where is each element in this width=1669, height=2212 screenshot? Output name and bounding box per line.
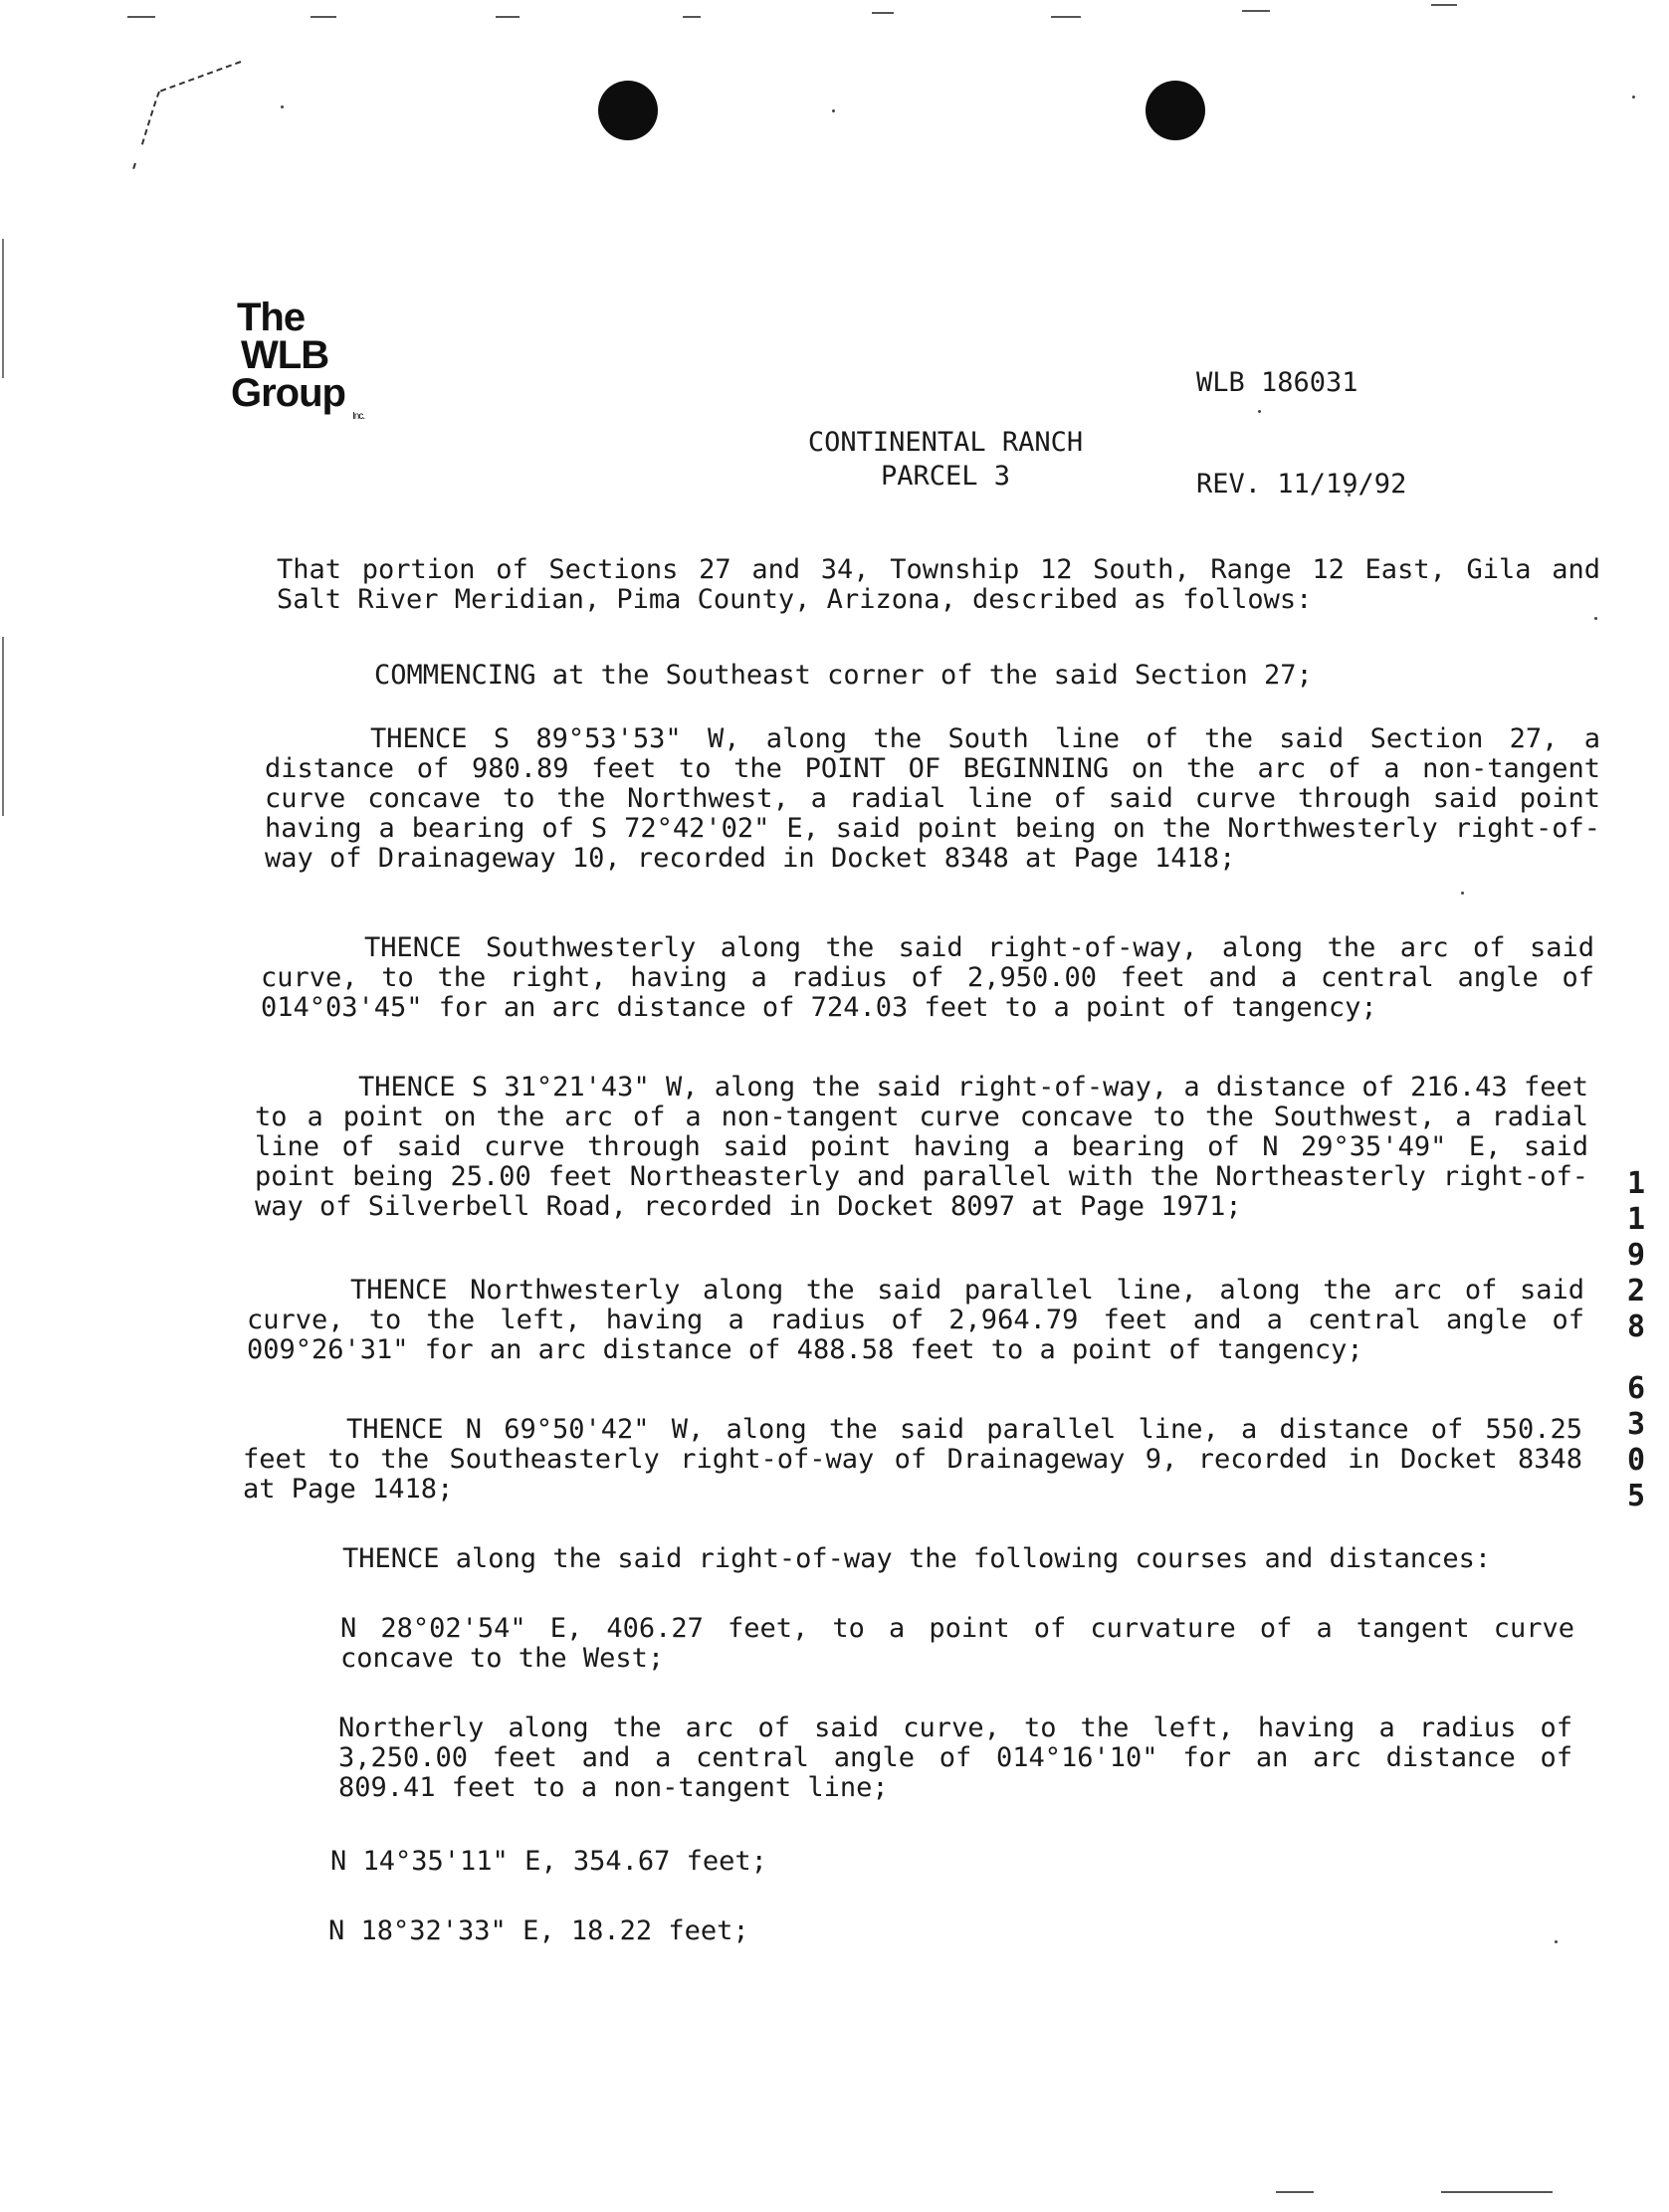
scan-mark: [1441, 2191, 1553, 2193]
document-reference: [1196, 299, 1406, 569]
pen-stroke-mark: [119, 56, 259, 175]
docket-stamp-number: [1620, 1166, 1652, 1514]
stamp-digit: 1: [1626, 1202, 1646, 1237]
stamp-digit: 8: [1626, 1309, 1646, 1344]
stamp-digit: 1: [1626, 1166, 1646, 1201]
logo-suffix: Inc.: [352, 411, 365, 422]
legal-description-paragraph: THENCE Southwesterly along the said right-of-way, along the arc of said curve, to the right, having a radius of 2,950.00 feet and a central angle of 014°03'45" for an arc distance of 724.03 feet to a point of tangency;: [261, 932, 1594, 1023]
stamp-digit: 0: [1626, 1443, 1646, 1478]
legal-description-paragraph: Northerly along the arc of said curve, to the left, having a radius of 3,250.00 feet and a central angle of 014°16'10" for an arc distance of 809.41 feet to a non-tangent line;: [338, 1712, 1572, 1803]
scan-speck: [1461, 892, 1464, 895]
scan-mark: [311, 16, 336, 18]
legal-description-paragraph: THENCE N 69°50'42" W, along the said parallel line, a distance of 550.25 feet to the Southeasterly right-of-way of Drainageway 9, recorded in Docket 8348 at Page 1418;: [243, 1414, 1582, 1505]
legal-description-paragraph: That portion of Sections 27 and 34, Township 12 South, Range 12 East, Gila and Salt River Meridian, Pima County, Arizona, described as follows:: [277, 554, 1600, 615]
title-line: PARCEL 3: [880, 461, 1011, 492]
stamp-gap: [1620, 1345, 1652, 1371]
scan-speck: [281, 105, 284, 108]
stamp-digit: 9: [1626, 1238, 1646, 1273]
stamp-digit: 6: [1626, 1371, 1646, 1406]
document-title: [697, 426, 1194, 494]
scan-mark: [1242, 10, 1270, 12]
legal-description-paragraph: N 14°35'11" E, 354.67 feet;: [330, 1846, 767, 1877]
scan-mark: [1431, 4, 1457, 6]
legal-description-paragraph: COMMENCING at the Southeast corner of the said Section 27;: [374, 660, 1313, 691]
reference-number: WLB 186031: [1196, 367, 1358, 398]
legal-description-paragraph: N 28°02'54" E, 406.27 feet, to a point of curvature of a tangent curve concave to the West;: [340, 1613, 1574, 1674]
scan-mark: [683, 16, 701, 18]
title-line: CONTINENTAL RANCH: [807, 427, 1084, 458]
scan-speck: [1594, 617, 1597, 620]
logo-line: WLB: [241, 333, 329, 377]
legal-description-paragraph: N 18°32'33" E, 18.22 feet;: [328, 1915, 749, 1946]
scan-mark: [872, 12, 894, 14]
revision-date: REV. 11/19/92: [1196, 469, 1407, 500]
scan-mark: [1051, 16, 1081, 18]
scan-mark: [127, 16, 155, 18]
logo-line: The: [237, 296, 306, 339]
scan-edge-line: [2, 637, 4, 816]
stamp-digit: 3: [1626, 1407, 1646, 1442]
punch-hole-right: [1146, 81, 1205, 140]
scan-mark: [1276, 2191, 1314, 2193]
stamp-digit: 2: [1626, 1274, 1646, 1308]
legal-description-paragraph: THENCE along the said right-of-way the following courses and distances:: [342, 1543, 1492, 1574]
scan-speck: [1555, 1940, 1558, 1943]
legal-description-paragraph: THENCE Northwesterly along the said parallel line, along the arc of said curve, to the left, having a radius of 2,964.79 feet and a central angle of 009°26'31" for an arc distance of 488.58 feet to a point of tangency;: [247, 1275, 1584, 1365]
logo-line: Group: [231, 371, 345, 415]
punch-hole-left: [598, 81, 658, 140]
scan-mark: [496, 16, 520, 18]
scan-speck: [1632, 96, 1635, 99]
scan-speck: [832, 109, 835, 112]
legal-description-paragraph: THENCE S 31°21'43" W, along the said right-of-way, a distance of 216.43 feet to a point on the arc of a non-tangent curve concave to the Southwest, a radial line of said curve through said point having a bearing of N 29°35'49" E, said point being 25.00 feet Northeasterly and parallel with the Northeasterly right-of-way of Silverbell Road, recorded in Docket 8097 at Page 1971;: [255, 1072, 1588, 1222]
company-logo: [231, 296, 365, 422]
legal-description-paragraph: THENCE S 89°53'53" W, along the South line of the said Section 27, a distance of 980.89 feet to the POINT OF BEGINNING on the arc of a non-tangent curve concave to the Northwest, a radial line of said curve through said point having a bearing of S 72°42'02" E, said point being on the Northwesterly right-of-way of Drainageway 10, recorded in Docket 8348 at Page 1418;: [265, 723, 1600, 874]
stamp-digit: 5: [1626, 1479, 1646, 1513]
scan-edge-line: [2, 239, 4, 378]
